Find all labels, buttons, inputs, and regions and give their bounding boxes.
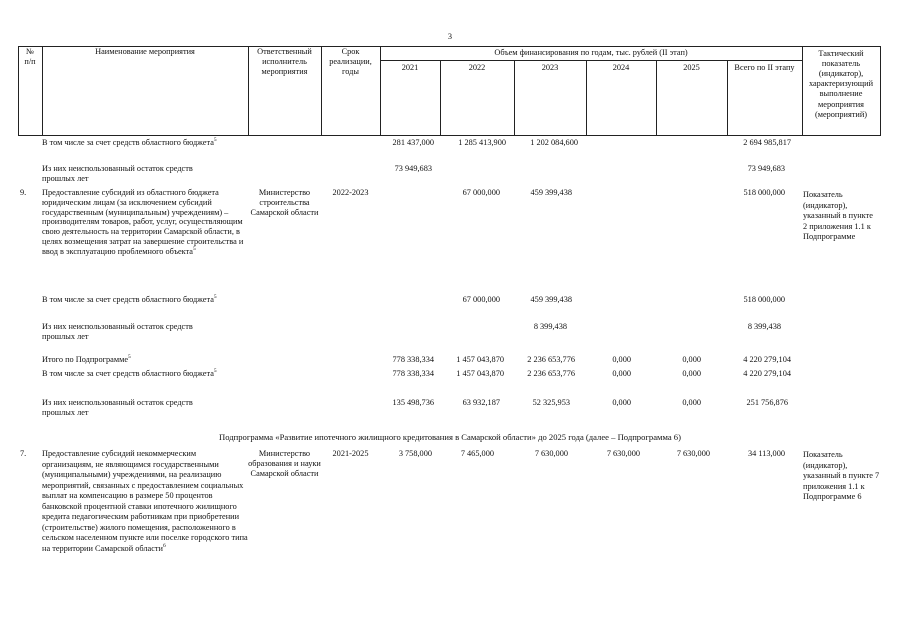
table-row-3-total: 518 000,000 [743,295,785,304]
table-row-3-2023: 459 399,438 [530,295,572,304]
item-7-responsible: Министерство образования и науки Самарской области [248,449,321,478]
item-7-total: 34 113,000 [747,449,785,458]
table-row-2-indicator: Показатель (индикатор), указанный в пункте 2 приложения 1.1 к Подпрограмме [803,190,873,242]
table-row-4-name: Из них неиспользованный остаток средств прошлых лет [42,322,193,341]
table-row-0-total: 2 694 985,817 [743,138,791,147]
table-row-2-responsible: Министерство строительства Самарской области [250,188,319,217]
table-row-1-total: 73 949,683 [747,164,785,173]
header-year-2024: 2024 [612,63,630,72]
table-row-7-2022: 63 932,187 [462,398,500,407]
item-7-2024: 7 630,000 [606,449,640,458]
item-7-2025: 7 630,000 [676,449,710,458]
header-year-2023: 2023 [541,63,559,72]
item-7-2022: 7 465,000 [460,449,494,458]
header-year-2025: 2025 [683,63,700,72]
table-row-6-total: 4 220 279,104 [743,369,791,378]
table-row-5-2024: 0,000 [612,355,631,364]
table-row-0-2021: 281 437,000 [392,138,434,147]
table-row-7-2024: 0,000 [612,398,631,407]
table-row-1-name: Из них неиспользованный остаток средств прошлых лет [42,164,193,183]
table-row-6-name: В том числе за счет средств областного бюджета$^5$ [42,368,217,378]
header-term: Срок реализации, годы [329,47,372,76]
item-7-term: 2021-2025 [332,449,369,458]
table-row-5-total: 4 220 279,104 [743,355,791,364]
table-row-6-2021: 778 338,334 [392,369,434,378]
table-row-0-2023: 1 202 084,600 [530,138,578,147]
header-indicator: Тактический показатель (индикатор), характеризующий выполнение мероприятия (мероприятий) [808,49,874,119]
table-row-7-2023: 52 325,953 [532,398,570,407]
item-7-2021: 3 758,000 [398,449,432,458]
table-row-4-total: 8 399,438 [747,322,781,331]
table-row-3-2022: 67 000,000 [462,295,500,304]
table-row-5-2022: 1 457 043,870 [456,355,504,364]
table-row-2-term: 2022-2023 [332,188,369,197]
table-row-0-name: В том числе за счет средств областного бюджета$^5$ [42,137,217,147]
header-total: Всего по II этапу [734,63,795,72]
table-row-7-name: Из них неиспользованный остаток средств прошлых лет [42,398,193,417]
table-row-6-2024: 0,000 [612,369,631,378]
table-row-2-name: Предоставление субсидий из областного бюджета юридическим лицам (за исключением субсидий государственным (муниципальным) учреждениям) – производителям товаров, работ, услуг, осуществляющим свою деятельность на территории Самарской области, в целях возмещения затрат на завершение строительства и ввод в эксплуатацию проблемного объекта$^5$ [42,188,244,256]
table-row-0-2022: 1 285 413,900 [458,138,506,147]
table-row-5-name: Итого по Подпрограмме$^5$ [42,354,131,364]
item-7-name: Предоставление субсидий некоммерческим организациям, не являющимся государственными (муниципальными) учреждениями, на реализацию мероприятий, связанных с предоставлением социальных выплат на компенсацию в размере 50 процентов банковской процентной ставки ипотечного жилищного кредита педагогическим работникам при приобретении (строительстве) жилого помещения, расположенного в сельском населенном пункте или поселке городского типа на территории Самарской области$^6$ [42,449,248,553]
table-row-7-total: 251 756,876 [746,398,788,407]
header-year-2022: 2022 [468,63,486,72]
table-row-6-2025: 0,000 [682,369,701,378]
table-row-5-2021: 778 338,334 [392,355,434,364]
table-row-7-2025: 0,000 [682,398,701,407]
table-row-2-2022: 67 000,000 [462,188,500,197]
table-row-6-2022: 1 457 043,870 [456,369,504,378]
header-year-2021: 2021 [401,63,419,72]
table-row-4-2023: 8 399,438 [533,322,567,331]
table-row-2-num: 9. [20,188,27,197]
item-7-2023: 7 630,000 [534,449,568,458]
table-row-5-2023: 2 236 653,776 [527,355,575,364]
table-row-3-name: В том числе за счет средств областного бюджета$^5$ [42,294,217,304]
header-num: № п/п [24,47,36,66]
header-funding: Объем финансирования по годам, тыс. рублей (II этап) [494,48,688,57]
item-7-indicator: Показатель (индикатор), указанный в пункте 7 приложения 1.1 к Подпрограмме 6 [803,450,880,502]
page-number: 3 [447,32,453,41]
table-row-6-2023: 2 236 653,776 [527,369,575,378]
table-row-5-2025: 0,000 [682,355,701,364]
header-name: Наименование мероприятия [95,47,195,56]
table-row-2-2023: 459 399,438 [530,188,572,197]
table-row-2-total: 518 000,000 [743,188,785,197]
header-responsible: Ответственный исполнитель мероприятия [257,47,312,76]
subprogram-title: Подпрограмма «Развитие ипотечного жилищного кредитования в Самарской области» до 2025 года (далее – Подпрограмма 6) [219,432,681,442]
item-7-num: 7. [20,449,27,458]
table-row-1-2021: 73 949,683 [394,164,432,173]
table-row-7-2021: 135 498,736 [392,398,434,407]
